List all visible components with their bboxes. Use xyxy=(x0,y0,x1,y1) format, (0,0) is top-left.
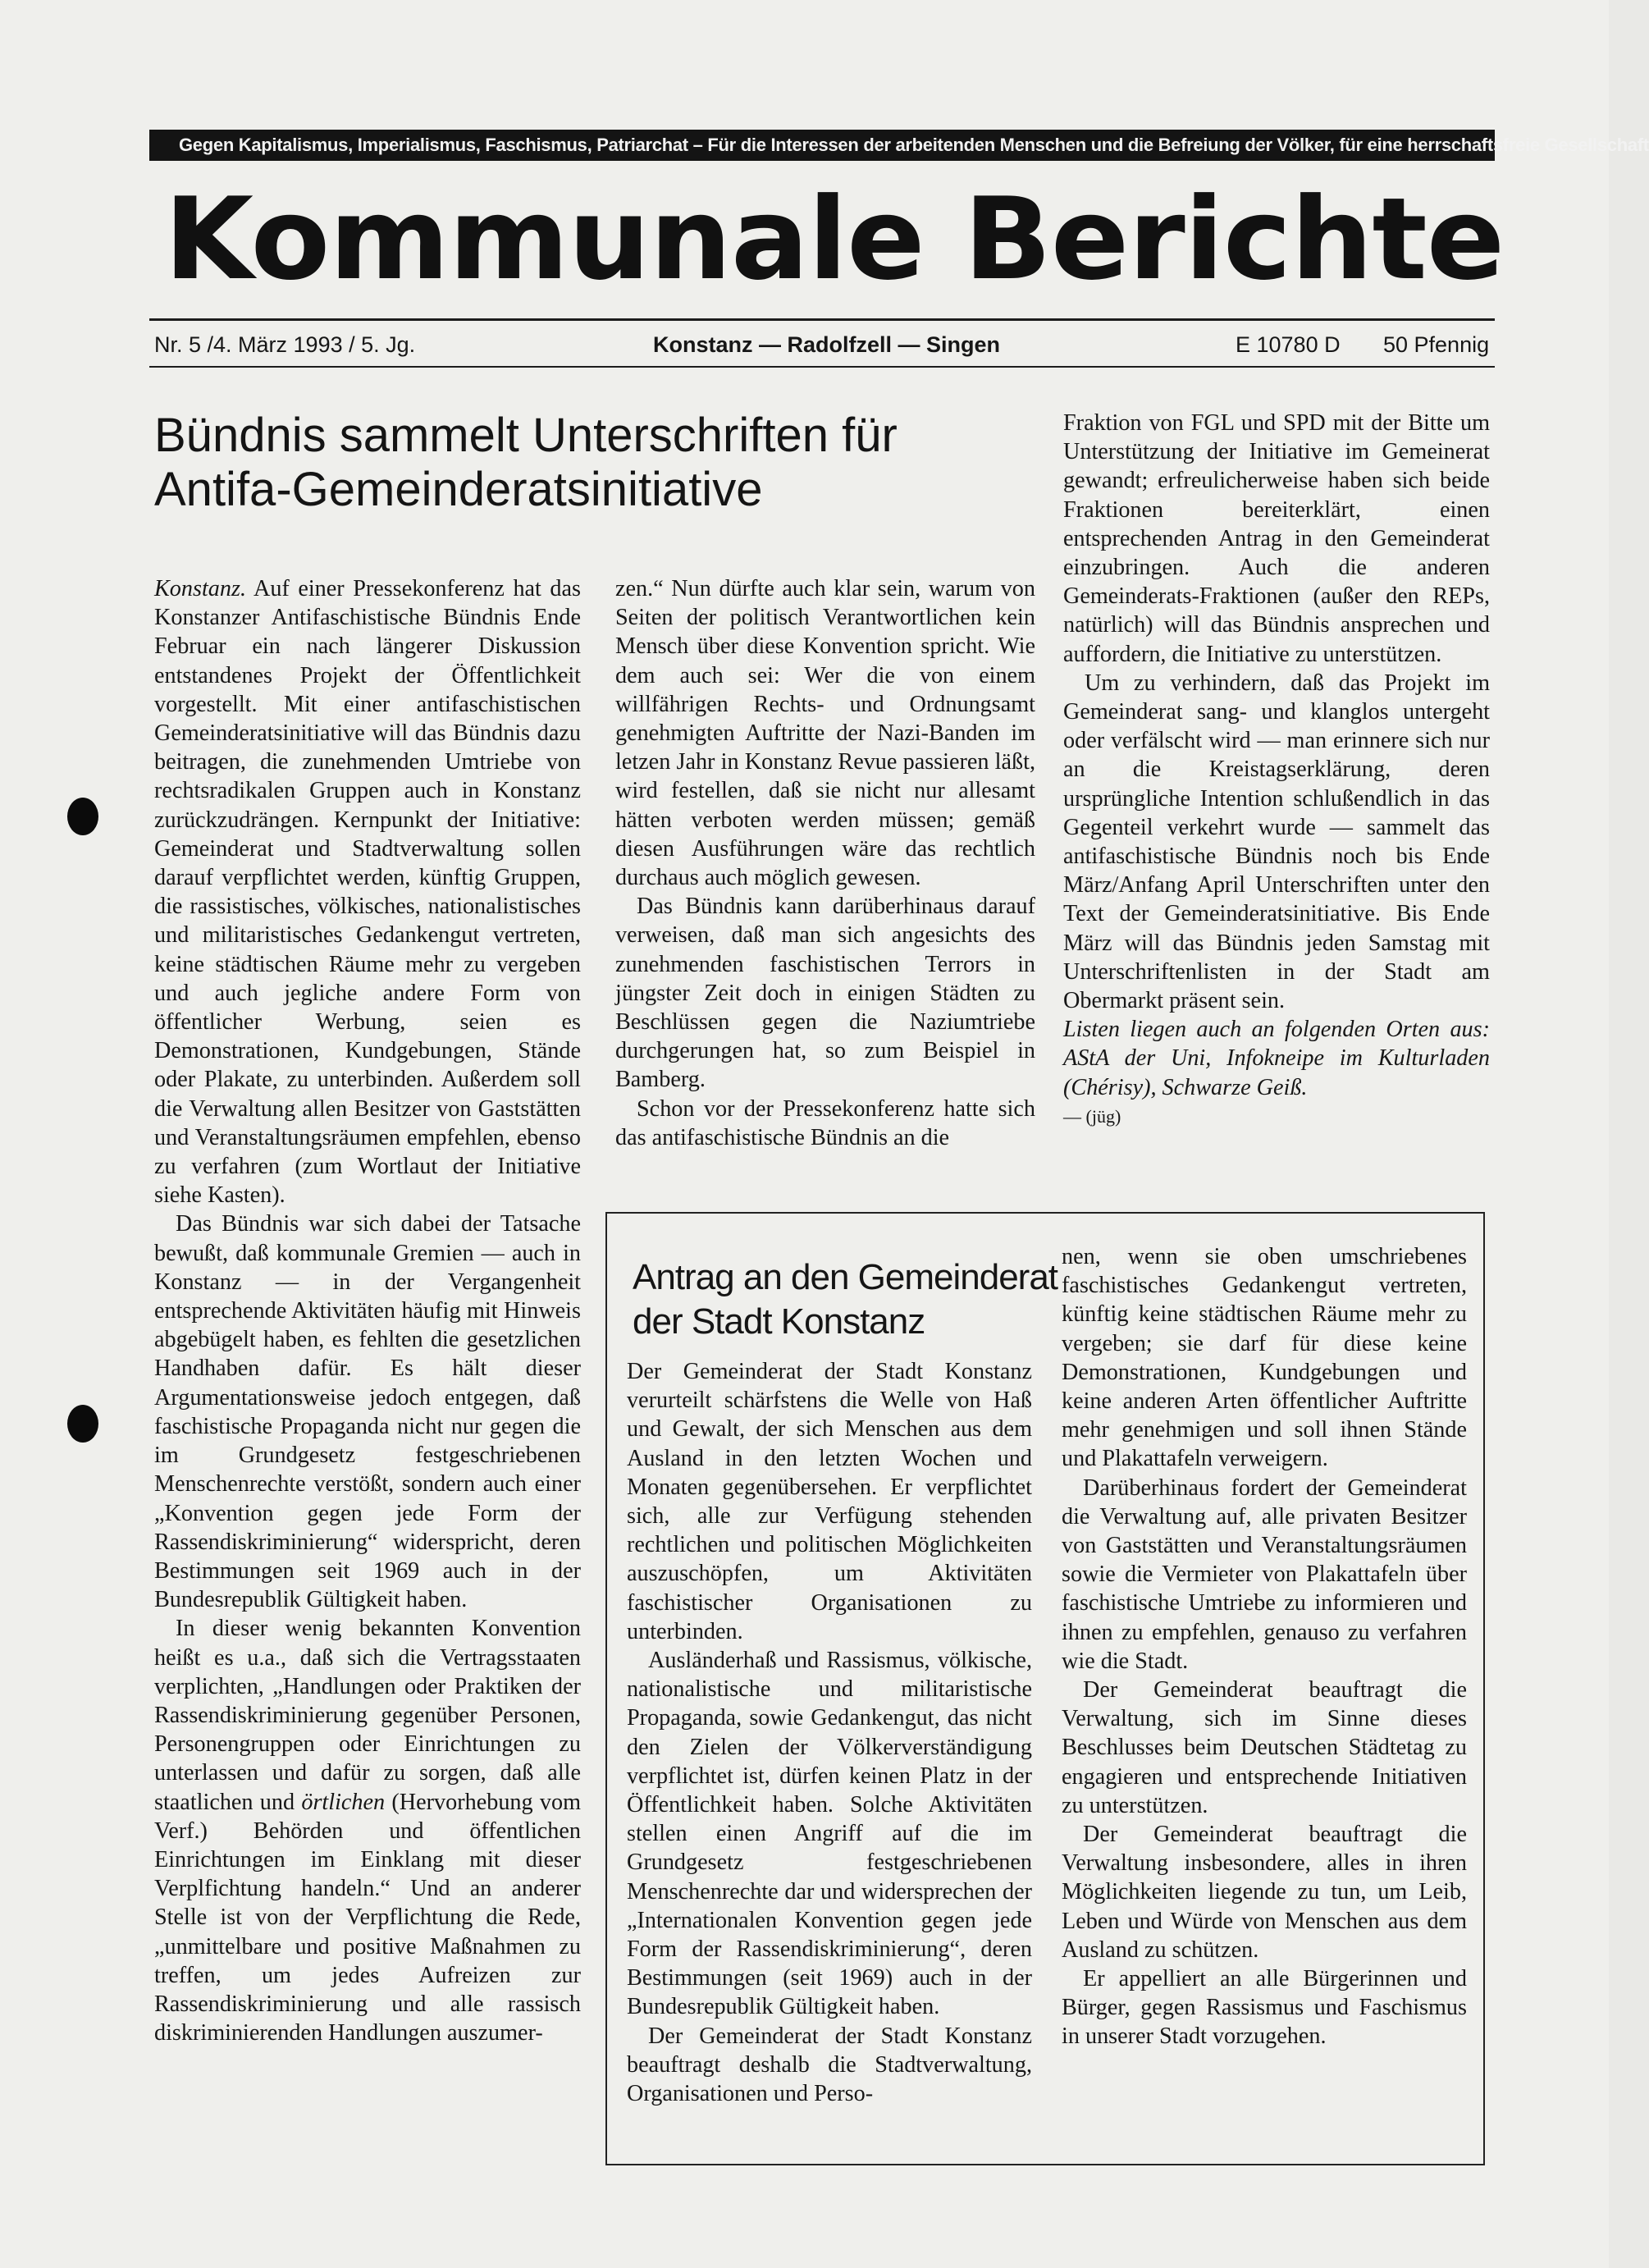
article-column-1 xyxy=(154,574,581,2047)
article-headline: Bündnis sammelt Unterschriften für Antifa-Gemeinderatsinitiative xyxy=(154,409,898,516)
motion-paragraph: Ausländerhaß und Rassismus, völkische, nationalistische und militaristische Propaganda, sowie Gedankengut, das nicht den Zielen der Völkerverständigung verpflichtet ist, dürfen keinen Platz in der Öffentlichkeit haben. Solche Aktivitäten stellen einen Angriff auf die im Grundgesetz festgeschriebenen Menschenrechte dar und widersprechen der „Internationalen Konvention gegen jede Form der Rassendiskriminierung“, deren Bestimmungen (seit 1969) auch in der Bundesrepublik Gültigkeit haben. xyxy=(627,1648,1032,2020)
issue-price: 50 Pfennig xyxy=(1383,332,1490,357)
article-paragraph: Schon vor der Pressekonferenz hatte sich das antifaschistische Bündnis an die xyxy=(615,1095,1035,1150)
motion-column-right xyxy=(1062,1242,1467,2051)
masthead-title: Kommunale Berichte xyxy=(164,173,1505,305)
motion-paragraph: nen, wenn sie oben umschriebenes faschistisches Gedankengut vertreten, künftig keine städtischen Räume mehr zu vergeben; sie darf für diese keine Demonstrationen, Kundgebungen und keine anderen Arten öffentlicher Auftritte mehr genehmigen und soll ihnen Stände und Plakattafeln verweigern. xyxy=(1062,1244,1467,1472)
masthead-rule-top xyxy=(149,318,1495,321)
article-paragraph: Fraktion von FGL und SPD mit der Bitte um Unterstützung der Initiative im Gemeinerat gewandt; erfreulicherweise haben sich beide Fraktionen bereiterklärt, einen entsprechenden Antrag in den Gemeinderat einzubringen. Auch die anderen Gemeinderats-Fraktionen (außer den REPs, natürlich) will das Bündnis ansprechen und auffordern, die Initiative zu unterstützen. xyxy=(1063,410,1490,667)
punch-hole xyxy=(67,798,98,835)
dateline: Konstanz. xyxy=(154,576,246,601)
article-column-3 xyxy=(1063,409,1490,1131)
motion-box-title: Antrag an den Gemeinderat der Stadt Konstanz xyxy=(633,1257,1058,1342)
masthead-rule-bottom xyxy=(149,366,1495,368)
article-paragraph: Konstanz. Auf einer Pressekonferenz hat das Konstanzer Antifaschistische Bündnis Ende Februar ein nach längerer Diskussion entstandenes Projekt der Öffentlichkeit vorgestellt. Mit einer antifaschistischen Gemeinderatsinitiative will das Bündnis dazu beitragen, die zunehmenden Umtriebe von rechtsradikalen Gruppen auch in Konstanz zurückzudrängen. Kernpunkt der Initiative: Gemeinderat und Stadtverwaltung sollen darauf verpflichtet werden, künftig Gruppen, die rassistisches, völkisches, nationalistisches und militaristisches Gedankengut vertreten, keine städtischen Räume mehr zu vergeben und auch jegliche andere Form von öffentlicher Werbung, seien es Demonstrationen, Kundgebungen, Stände oder Plakate, zu unterbinden. Außerdem soll die Verwaltung allen Besitzer von Gaststätten und Veranstaltungsräumen empfehlen, ebenso zu verfahren (zum Wortlaut der Initiative siehe Kasten). xyxy=(154,576,581,1209)
article-paragraph: zen.“ Nun dürfte auch klar sein, warum von Seiten der politisch Verantwortlichen kein Mensch über diese Konvention spricht. Wie dem auch sei: Wer die von einem willfährigen Rechts- und Ordnungsamt genehmigten Auftritte der Nazi-Banden im letzen Jahr in Konstanz Revue passieren läßt, wird festellen, daß sie nicht nur allesamt hätten verboten werden müssen; gemäß diesen Ausführungen wäre das rechtlich durchaus auch möglich gewesen. xyxy=(615,576,1035,891)
motion-paragraph: Der Gemeinderat der Stadt Konstanz beauftragt deshalb die Stadtverwaltung, Organisationen und Perso- xyxy=(627,2023,1032,2107)
slogan-banner: Gegen Kapitalismus, Imperialismus, Faschismus, Patriarchat – Für die Interessen der arbeitenden Menschen und die Befreiung der Völker, für eine herrschaftsfreie Gesellschaft xyxy=(149,130,1495,161)
article-paragraph: Listen liegen auch an folgenden Orten aus: AStA der Uni, Infokneipe im Kulturladen (Chérisy), Schwarze Geiß. xyxy=(1063,1017,1490,1100)
issue-code: E 10780 D xyxy=(1236,332,1341,357)
motion-paragraph: Der Gemeinderat der Stadt Konstanz verurteilt schärfstens die Welle von Haß und Gewalt, der sich Menschen aus dem Ausland in den letzten Wochen und Monaten gegenübersehen. Er verpflichtet sich, alle zur Verfügung stehenden rechtlichen und politischen Möglichkeiten auszuschöpfen, um Aktivitäten faschistischer Organisationen zu unterbinden. xyxy=(627,1359,1032,1644)
motion-paragraph: Der Gemeinderat beauftragt die Verwaltung, sich im Sinne dieses Beschlusses beim Deutschen Städtetag zu engagieren und entsprechende Initiativen zu unterstützen. xyxy=(1062,1677,1467,1818)
article-paragraph: Das Bündnis war sich dabei der Tatsache bewußt, daß kommunale Gremien — auch in Konstanz — in der Vergangenheit entsprechende Aktivitäten häufig mit Hinweis abgebügelt haben, es fehlten die gesetzlichen Handhaben dafür. Es hält dieser Argumentationsweise jedoch entgegen, daß faschistische Propaganda nicht nur gegen die im Grundgesetz festgeschriebenen Menschenrechte verstößt, sondern auch einer „Konvention gegen jede Form der Rassendiskriminierung“ widerspricht, deren Bestimmungen seit 1969 auch in der Bundesrepublik Gültigkeit haben. xyxy=(154,1211,581,1613)
article-paragraph: Das Bündnis kann darüberhinaus darauf verweisen, daß man sich angesichts des zunehmenden faschistischen Terrors in jüngster Zeit doch in einigen Städten zu Beschlüssen gegen die Naziumtriebe durchgerungen hat, so zum Beispiel in Bamberg. xyxy=(615,894,1035,1093)
motion-paragraph: Darüberhinaus fordert der Gemeinderat die Verwaltung auf, alle privaten Besitzer von Gaststätten und Veranstaltungsräumen sowie die Vermieter von Plakattafeln über faschistische Umtriebe zu informieren und ihnen zu empfehlen, genauso zu verfahren wie die Stadt. xyxy=(1062,1475,1467,1674)
motion-paragraph: Der Gemeinderat beauftragt die Verwaltung insbesondere, alles in ihren Möglichkeiten liegende zu tun, um Leib, Leben und Würde von Menschen aus dem Ausland zu schützen. xyxy=(1062,1822,1467,1963)
article-paragraph: Um zu verhindern, daß das Projekt im Gemeinderat sang- und klanglos untergeht oder verfälscht wird — man erinnere sich nur an die Kreistagserklärung, deren ursprüngliche Intention schlußendlich in das Gegenteil verkehrt wurde — sammelt das antifaschistische Bündnis noch bis Ende März/Anfang April Unterschriften unter den Text der Gemeinderatsinitiative. Bis Ende März will das Bündnis jeden Samstag mit Unterschriftenlisten in der Stadt am Obermarkt präsent sein. xyxy=(1063,670,1490,1014)
author-signature: — (jüg) xyxy=(1063,1105,1121,1127)
issue-number: Nr. 5 /4. März 1993 / 5. Jg. xyxy=(154,332,416,357)
punch-hole xyxy=(67,1405,98,1443)
motion-paragraph: Er appelliert an alle Bürgerinnen und Bürger, gegen Rassismus und Faschismus in unserer Stadt vorzugehen. xyxy=(1062,1966,1467,2050)
motion-column-left xyxy=(627,1357,1032,2108)
issue-region: Konstanz — Radolfzell — Singen xyxy=(653,332,1001,357)
article-paragraph: In dieser wenig bekannten Konvention heißt es u.a., daß sich die Vertragsstaaten verplichten, „Handlungen oder Praktiken der Rassendiskriminierung gegenüber Personen, Personengruppen oder Einrichtungen zu unterlassen und dafür zu sorgen, daß alle staatlichen und örtlichen (Hervorhebung vom Verf.) Behörden und öffentlichen Einrichtungen im Einklang mit dieser Verplfichtung handeln.“ Und an anderer Stelle ist von der Verpflichtung die Rede, „unmittelbare und positive Maßnahmen zu treffen, um jedes Aufreizen zur Rassendiskriminierung und alle rassisch diskriminierenden Handlungen auszumer- xyxy=(154,1616,581,2046)
article-column-2 xyxy=(615,574,1035,1152)
